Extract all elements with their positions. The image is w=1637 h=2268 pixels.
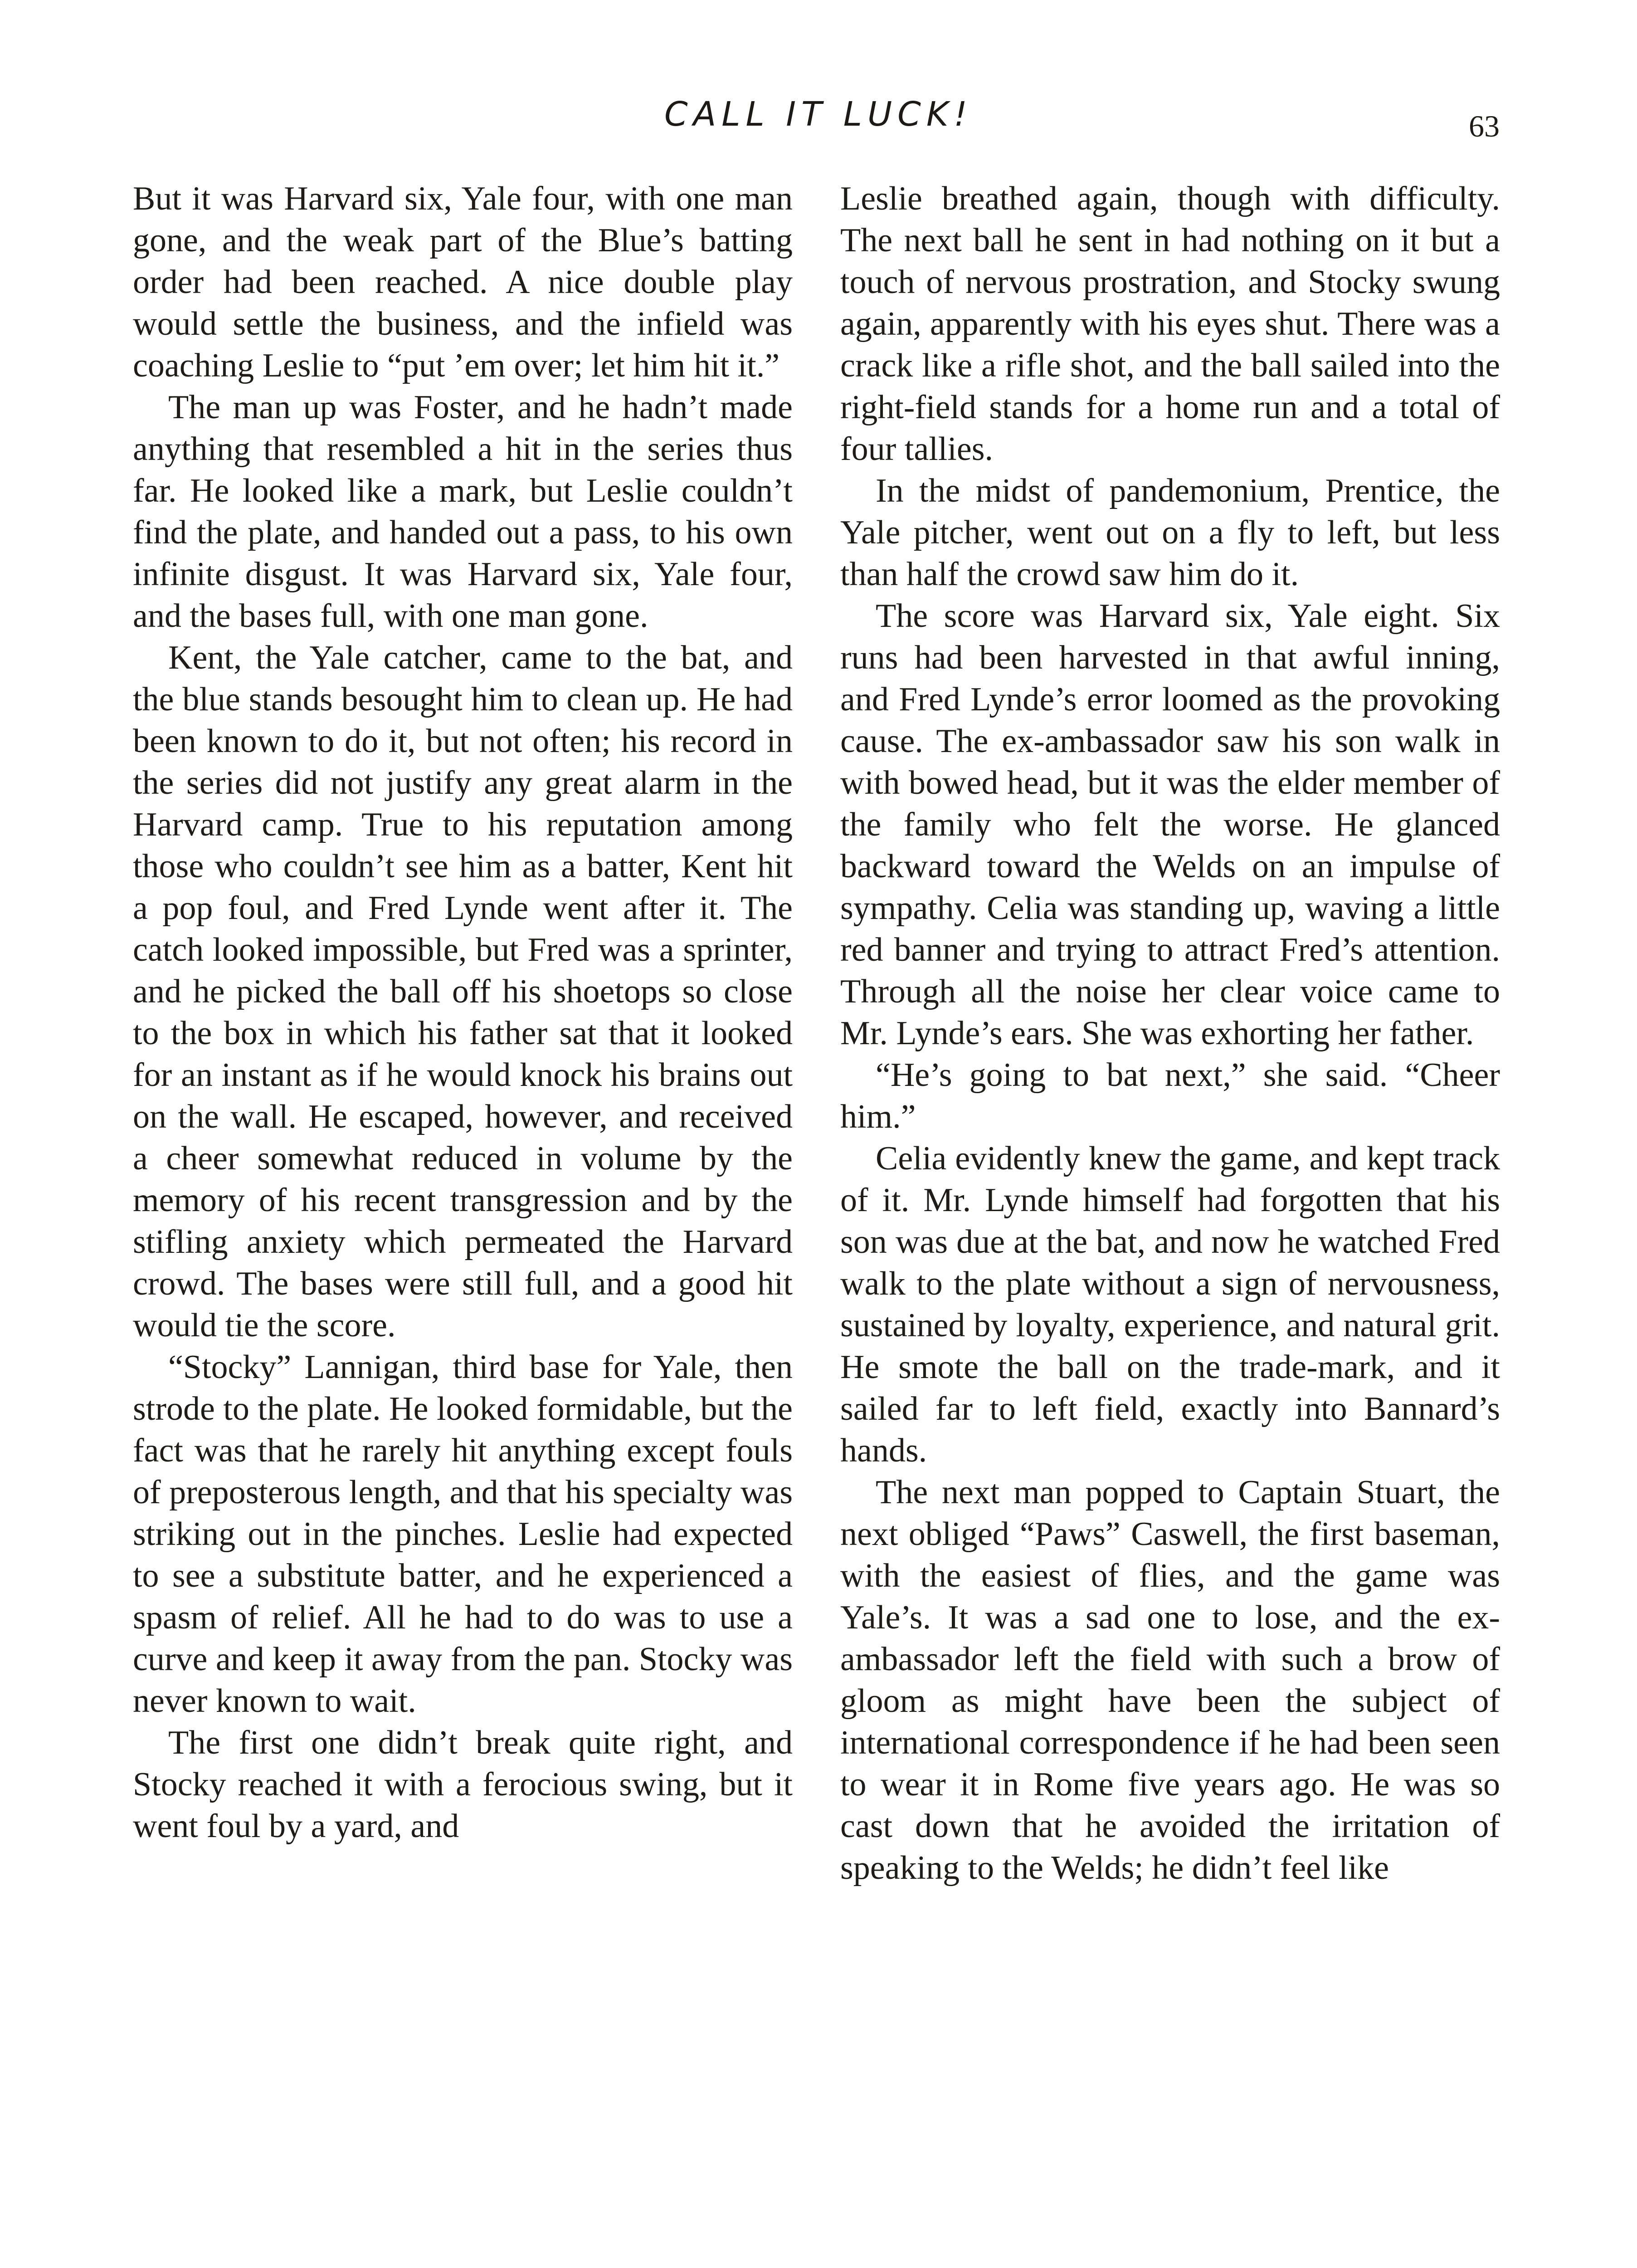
paragraph: Celia evidently knew the game, and kept track of it. Mr. Lynde himself had forgotten that his son was due at the bat, and now he watched Fred walk to the plate without a sign of nervousness, sustained by loyalty, experience, and natural grit. He smote the ball on the trade-mark, and it sailed far to left field, exactly into Bannard’s hands. xyxy=(840,1140,1500,1469)
paragraph: But it was Harvard six, Yale four, with one man gone, and the weak part of the Blue’s batting order had been reached. A nice double play would settle the business, and the infield was coaching Leslie to “put ’em over; let him hit it.” xyxy=(133,180,793,384)
left-column xyxy=(133,178,793,1847)
paragraph: “Stocky” Lannigan, third base for Yale, then strode to the plate. He looked formidable, but the fact was that he rarely hit anything except fouls of preposterous length, and that his specialty was striking out in the pinches. Leslie had expected to see a substitute batter, and he experienced a spasm of relief. All he had to do was to use a curve and keep it away from the pan. Stocky was never known to wait. xyxy=(133,1349,793,1720)
right-column xyxy=(840,178,1500,1889)
paragraph: In the midst of pandemonium, Prentice, the Yale pitcher, went out on a fly to left, but less than half the crowd saw him do it. xyxy=(840,472,1500,593)
paragraph: Kent, the Yale catcher, came to the bat, and the blue stands besought him to clean up. He had been known to do it, but not often; his record in the series did not justify any great alarm in the Harvard camp. True to his reputation among those who couldn’t see him as a batter, Kent hit a pop foul, and Fred Lynde went after it. The catch looked impossible, but Fred was a sprinter, and he picked the ball off his shoetops so close to the box in which his father sat that it looked for an instant as if he would knock his brains out on the wall. He escaped, however, and received a cheer somewhat reduced in volume by the memory of his recent transgression and by the stifling anxiety which permeated the Harvard crowd. The bases were still full, and a good hit would tie the score. xyxy=(133,639,793,1344)
paragraph: The next man popped to Captain Stuart, the next obliged “Paws” Caswell, the first baseman, with the easiest of flies, and the game was Yale’s. It was a sad one to lose, and the ex-ambassador left the field with such a brow of gloom as might have been the subject of international correspondence if he had been seen to wear it in Rome five years ago. He was so cast down that he avoided the irritation of speaking to the Welds; he didn’t feel like xyxy=(840,1474,1500,1887)
page-number: 63 xyxy=(1469,109,1500,143)
paragraph: The first one didn’t break quite right, and Stocky reached it with a ferocious swing, but it went foul by a yard, and xyxy=(133,1724,793,1845)
paragraph: Leslie breathed again, though with difficulty. The next ball he sent in had nothing on it but a touch of nervous prostration, and Stocky swung again, apparently with his eyes shut. There was a crack like a rifle shot, and the ball sailed into the right-field stands for a home run and a total of four tallies. xyxy=(840,180,1500,468)
paragraph: The man up was Foster, and he hadn’t made anything that resembled a hit in the series thus far. He looked like a mark, but Leslie couldn’t find the plate, and handed out a pass, to his own infinite disgust. It was Harvard six, Yale four, and the bases full, with one man gone. xyxy=(133,389,793,635)
paragraph: The score was Harvard six, Yale eight. Six runs had been harvested in that awful inning, and Fred Lynde’s error loomed as the provoking cause. The ex-ambassador saw his son walk in with bowed head, but it was the elder member of the family who felt the worse. He glanced backward toward the Welds on an impulse of sympathy. Celia was standing up, waving a little red banner and trying to attract Fred’s attention. Through all the noise her clear voice came to Mr. Lynde’s ears. She was exhorting her father. xyxy=(840,597,1500,1052)
running-title: CALL IT LUCK! xyxy=(664,95,973,134)
paragraph: “He’s going to bat next,” she said. “Cheer him.” xyxy=(840,1056,1500,1135)
